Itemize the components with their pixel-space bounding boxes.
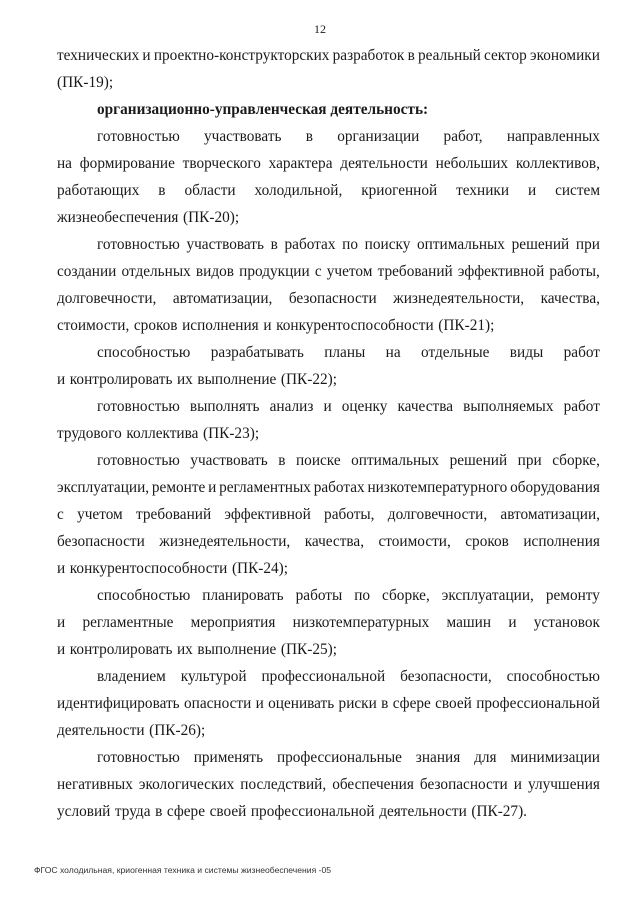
text-line: способностью планировать работы по сборке, эксплуатации, ремонту	[97, 587, 600, 604]
competency-item	[57, 393, 600, 447]
text-line: и регламентные мероприятия низкотемпературных машин и установок	[57, 614, 600, 631]
text-line: готовностью участвовать в организации работ, направленных	[97, 128, 600, 145]
page-number: 12	[314, 22, 326, 36]
competency-item	[57, 123, 600, 231]
competency-item	[57, 582, 600, 663]
text-line: способностью разрабатывать планы на отдельные виды работ	[97, 344, 600, 361]
text-line: технических и проектно-конструкторских разработок в реальный сектор экономики	[57, 47, 600, 64]
continuation-paragraph	[57, 42, 600, 96]
document-body	[57, 42, 600, 825]
text-line: идентифицировать опасности и оценивать риски в сфере своей профессиональной	[57, 695, 600, 712]
text-line: деятельности (ПК-26);	[57, 722, 206, 739]
competency-item	[57, 447, 600, 582]
text-line: (ПК-19);	[57, 74, 114, 91]
text-line: готовностью применять профессиональные знания для минимизации	[97, 749, 600, 766]
text-line: условий труда в сфере своей профессиональной деятельности (ПК-27).	[57, 803, 527, 820]
text-line: работающих в области холодильной, криогенной техники и систем	[57, 182, 600, 199]
text-line: стоимости, сроков исполнения и конкурентоспособности (ПК-21);	[57, 317, 495, 334]
text-line: трудового коллектива (ПК-23);	[57, 425, 260, 442]
competency-item	[57, 339, 600, 393]
competency-item	[57, 231, 600, 339]
text-line: готовностью участвовать в поиске оптимальных решений при сборке,	[97, 452, 600, 469]
text-line: и конкурентоспособности (ПК-24);	[57, 560, 289, 577]
text-line: эксплуатации, ремонте и регламентных работах низкотемпературного оборудования	[57, 479, 600, 496]
text-line: и контролировать их выполнение (ПК-22);	[57, 371, 337, 388]
document-footer: ФГОС холодильная, криогенная техника и системы жизнеобеспечения -05	[34, 865, 332, 875]
section-heading: организационно-управленческая деятельность:	[97, 101, 429, 118]
text-line: безопасности жизнедеятельности, качества, стоимости, сроков исполнения	[57, 533, 600, 550]
competency-item	[57, 744, 600, 825]
text-line: готовностью участвовать в работах по поиску оптимальных решений при	[97, 236, 600, 253]
text-line: готовностью выполнять анализ и оценку качества выполняемых работ	[97, 398, 600, 415]
text-line: и контролировать их выполнение (ПК-25);	[57, 641, 337, 658]
text-line: на формирование творческого характера деятельности небольших коллективов,	[57, 155, 600, 172]
text-line: создании отдельных видов продукции с учетом требований эффективной работы,	[57, 263, 600, 280]
text-line: жизнеобеспечения (ПК-20);	[57, 209, 240, 226]
competency-item	[57, 663, 600, 744]
text-line: с учетом требований эффективной работы, долговечности, автоматизации,	[57, 506, 600, 523]
text-line: негативных экологических последствий, обеспечения безопасности и улучшения	[57, 776, 600, 793]
text-line: долговечности, автоматизации, безопасности жизнедеятельности, качества,	[57, 290, 600, 307]
text-line: владением культурой профессиональной безопасности, способностью	[97, 668, 600, 685]
